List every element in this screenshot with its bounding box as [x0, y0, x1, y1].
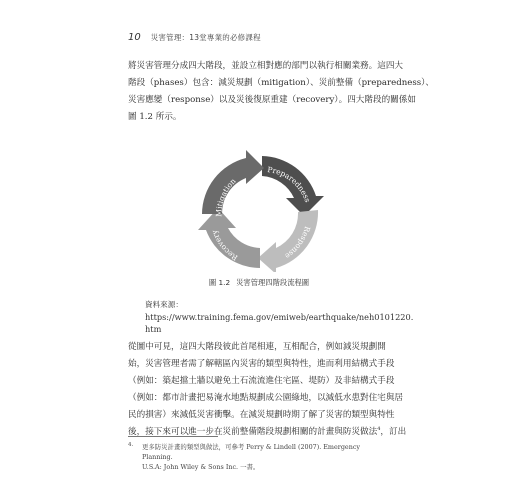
paragraph-line	[128, 424, 407, 441]
preparedness-label: Preparedness	[266, 165, 313, 204]
footnote	[128, 442, 390, 472]
footnote-prefix: 更多防災計畫的類型與做法，可參考	[142, 443, 245, 451]
paragraph-line: （例如：都市計畫把易淹水地點規劃成公園綠地，以減低水患對住宅與居	[128, 393, 404, 403]
footnote-reference[interactable]: 4	[377, 426, 381, 433]
paragraph-line: 民的損害）來減低災害衝擊。在減災規劃時期了解了災害的類型與特性	[128, 410, 395, 420]
source-url-line1: https://www.training.fema.gov/emiweb/earthquake/neh0101220.	[145, 312, 414, 322]
response-label: Response	[283, 225, 313, 261]
page-number: 10	[128, 31, 141, 43]
figure-caption	[128, 278, 390, 288]
source-url-line2: htm	[145, 324, 162, 334]
paragraph-line: 始，災害管理者需了解轄區內災害的類型與特性，進而利用結構式手段	[128, 359, 395, 369]
figure-caption-text: 災害管理四階段流程圖	[236, 278, 310, 287]
recovery-arrow	[198, 208, 260, 268]
running-header	[128, 30, 428, 44]
intro-paragraph	[128, 58, 435, 126]
running-title: 災害管理：13堂專業的必修課程	[150, 32, 261, 42]
recovery-label: Recovery	[209, 228, 240, 263]
response-arrow	[258, 210, 318, 272]
preparedness-arrow	[262, 156, 324, 216]
paragraph-line: 階段（phases）包含：減災規劃（mitigation）、災前整備（preparedness）、	[128, 78, 435, 88]
footnote-number: 4.	[128, 442, 134, 448]
paragraph-line: 將災害管理分成四大階段，並設立相對應的部門以執行相關業務。這四大	[128, 61, 404, 71]
footnote-divider	[128, 436, 218, 437]
footnote-line1	[142, 442, 390, 462]
figure-caption-label: 圖 1.2	[208, 278, 231, 287]
paragraph-line-text: 後，接下來可以進一步在災前整備階段規劃相關的計畫與防災做法	[128, 427, 378, 437]
figure-source	[145, 298, 414, 335]
footnote-citation: Perry & Lindell (2007). Emergency Planning.	[142, 443, 361, 461]
paragraph-line: （例如：築起擋土牆以避免土石流流進住宅區、堤防）及非結構式手段	[128, 376, 395, 386]
body-paragraph	[128, 339, 407, 441]
source-label: 資料來源：	[145, 300, 183, 309]
footnote-line2: U.S.A: John Wiley & Sons Inc. 一書。	[142, 463, 260, 471]
disaster-cycle-diagram	[180, 150, 340, 272]
mitigation-label: Mitigation	[214, 176, 238, 217]
paragraph-line: 災害應變（response）以及災後復原重建（recovery）。四大階段的關係如	[128, 95, 416, 105]
paragraph-line: 圖 1.2 所示。	[128, 112, 182, 122]
paragraph-line-tail: ，訂出	[380, 427, 407, 437]
paragraph-line: 從圖中可見，這四大階段彼此首尾相連，互相配合，例如減災規劃開	[128, 342, 386, 352]
